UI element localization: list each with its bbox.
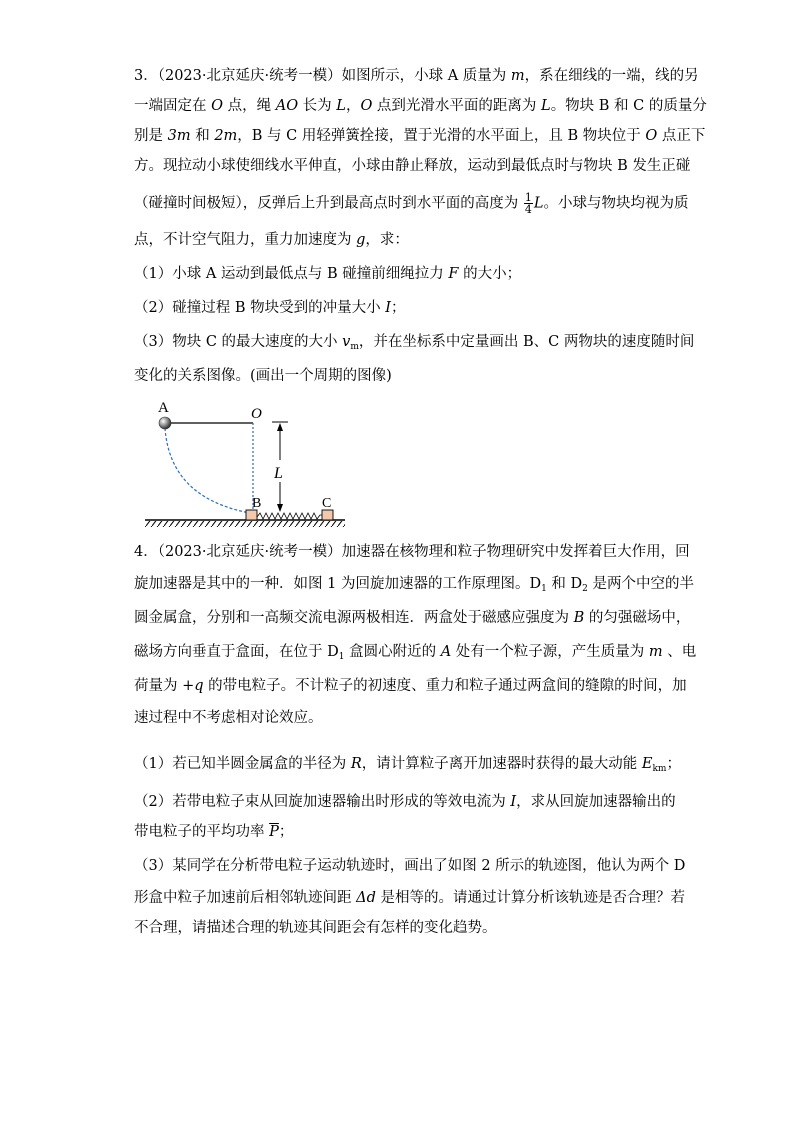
q4-text: 形盒中粒子加速前后相邻轨迹间距	[134, 890, 357, 906]
arrow-up-icon	[277, 423, 283, 431]
q3-text: ，系在细线的一端，线的另	[524, 68, 699, 84]
label-a: A	[158, 400, 169, 416]
q4-text: 盒圆心附近的	[344, 644, 441, 660]
q4-var: E	[641, 756, 653, 772]
fraction-quarter	[524, 192, 533, 215]
q3-var: L	[533, 195, 544, 212]
q4-part-3-end	[134, 918, 497, 938]
q4-var: B	[573, 610, 585, 626]
q4-text: 不合理，请描述合理的轨迹其间距会有怎样的变化趋势。	[134, 920, 497, 936]
block-b	[246, 510, 257, 520]
q3-line-5	[134, 192, 689, 215]
q3-var: O	[360, 98, 373, 114]
q4-line-2	[134, 574, 694, 599]
label-b: B	[252, 496, 262, 511]
q4-text: 速过程中不考虑相对论效应。	[134, 710, 323, 726]
q4-text: 处有一个粒子源，产生质量为	[451, 644, 649, 660]
swing-path	[165, 428, 250, 513]
q3-text: 长为	[298, 98, 337, 114]
spring	[257, 513, 322, 519]
q3-text: 点，不计空气阻力，重力加速度为	[134, 232, 357, 248]
q4-text: ；	[666, 756, 681, 772]
q4-text: 的匀强磁场中，	[584, 610, 691, 626]
q3-var: v	[342, 334, 351, 350]
q3-text: 。物块 B 和 C 的质量分	[550, 98, 707, 114]
q3-text: ；	[390, 300, 406, 316]
label-o: O	[251, 406, 262, 422]
q3-text: 点到光滑水平面的距离为	[372, 98, 542, 114]
q3-part-1	[134, 264, 521, 284]
q4-part-2	[134, 792, 676, 812]
q4-var: m	[648, 644, 663, 660]
q4-part-3-cont	[134, 888, 685, 908]
q3-text: 3．（2023·北京延庆·统考一模）如图所示，小球 A 质量为	[134, 68, 511, 84]
q4-var: I	[510, 794, 517, 810]
q3-line-4	[134, 156, 690, 176]
q4-text: 磁场方向垂直于盒面，在位于 D	[134, 644, 339, 660]
q4-var: +q	[182, 678, 204, 694]
q4-text: 4．（2023·北京延庆·统考一模）加速器在核物理和粒子物理研究中发挥着巨大作用，回	[134, 544, 690, 560]
q3-var: 3m	[167, 128, 191, 144]
q4-text: 、电	[662, 644, 697, 660]
q4-subscript: km	[652, 764, 667, 774]
q3-text: ，B 与 C 用轻弹簧拴接，置于光滑的水平面上，且 B 物块位于	[237, 128, 646, 144]
q3-var: O	[211, 98, 223, 114]
q4-text: ，请计算粒子离开加速器时获得的最大动能	[361, 756, 642, 772]
ground-hatching	[145, 521, 345, 527]
q4-text: ；	[278, 824, 294, 840]
q3-var: AO	[275, 98, 299, 114]
q3-part-2	[134, 298, 405, 318]
q4-line-3	[134, 608, 690, 628]
q3-text: 点正下	[657, 128, 706, 144]
q3-var: I	[385, 300, 391, 316]
q4-var: Δd	[356, 890, 376, 906]
q4-text: 旋加速器是其中的一种．如图 1 为回旋加速器的工作原理图。D	[134, 576, 542, 592]
q3-var: O	[645, 128, 658, 144]
q3-text: ，求：	[365, 232, 409, 248]
q3-line-3	[134, 126, 705, 146]
q4-text: 和 D	[546, 576, 583, 592]
q3-text: 。小球与物块均视为质	[543, 195, 689, 212]
arrow-down-icon	[277, 504, 283, 512]
q3-text: （碰撞时间极短），反弹后上升到最高点时到水平面的高度为	[134, 195, 523, 212]
q4-text: 是相等的。请通过计算分析该轨迹是否合理？若	[375, 890, 685, 906]
q4-part-2-cont	[134, 822, 293, 842]
q4-line-1	[134, 542, 690, 562]
q4-part-3	[134, 856, 685, 876]
q3-text: （1）小球 A 运动到最低点与 B 碰撞前细绳拉力	[134, 266, 449, 282]
q4-subscript: 1	[541, 584, 547, 594]
q4-var: A	[440, 644, 452, 660]
block-c	[322, 510, 333, 520]
q3-var: g	[356, 232, 366, 248]
q4-line-6	[134, 708, 323, 728]
ball-a	[159, 417, 171, 429]
q3-part-3-cont	[134, 366, 392, 386]
q3-subscript: m	[350, 342, 359, 352]
q3-text: 和	[190, 128, 215, 144]
q4-text: 荷量为	[134, 678, 183, 694]
q3-text: 点，绳	[223, 98, 276, 114]
q3-text: （3）物块 C 的最大速度的大小	[134, 334, 343, 350]
q3-var: L	[541, 98, 551, 114]
q3-line-6	[134, 230, 409, 250]
q3-line-2	[134, 96, 707, 116]
q4-text: 带电粒子的平均功率	[134, 824, 270, 840]
label-c: C	[322, 496, 332, 511]
fraction-numerator: 1	[524, 191, 532, 204]
q4-subscript: 1	[338, 652, 345, 662]
q4-text: 圆金属盒，分别和一高频交流电源两极相连．两盒处于磁感应强度为	[134, 610, 574, 626]
q3-var: m	[510, 68, 525, 84]
q3-text: ，并在坐标系中定量画出 B、C 两物块的速度随时间	[358, 334, 695, 350]
q4-text: （2）若带电粒子束从回旋加速器输出时形成的等效电流为	[134, 794, 511, 810]
q4-var: $\overline{P}$	[269, 824, 279, 840]
q3-text: （2）碰撞过程 B 物块受到的冲量大小	[134, 300, 386, 316]
q4-subscript: 2	[582, 584, 588, 594]
q3-part-3	[134, 332, 694, 357]
q4-part-1	[134, 754, 681, 779]
q3-line-1	[134, 66, 699, 86]
q3-text: 的大小；	[458, 266, 522, 282]
q4-text: （1）若已知半圆金属盒的半径为	[134, 756, 351, 772]
q4-var: R	[350, 756, 362, 772]
q3-text: 一端固定在	[134, 98, 212, 114]
q3-text: ，	[345, 98, 361, 114]
pendulum-diagram	[140, 398, 350, 528]
q3-text: 变化的关系图像。(画出一个周期的图像)	[134, 368, 392, 384]
q4-text: 是两个中空的半	[587, 576, 694, 592]
fraction-denominator: 4	[524, 203, 532, 216]
q3-var: L	[336, 98, 346, 114]
q4-text: 的带电粒子。不计粒子的初速度、重力和粒子通过两盒间的缝隙的时间，加	[203, 678, 687, 694]
q4-line-4	[134, 642, 696, 667]
label-l: L	[274, 465, 283, 482]
q3-text: 别是	[134, 128, 168, 144]
q3-var: 2m	[214, 128, 238, 144]
q4-line-5	[134, 676, 687, 696]
q4-text: （3）某同学在分析带电粒子运动轨迹时，画出了如图 2 所示的轨迹图，他认为两个 D	[134, 858, 686, 874]
q4-text: ，求从回旋加速器输出的	[516, 794, 676, 810]
q3-text: 方。现拉动小球使细线水平伸直，小球由静止释放，运动到最低点时与物块 B 发生正碰	[134, 158, 691, 174]
q3-var: F	[448, 266, 459, 282]
